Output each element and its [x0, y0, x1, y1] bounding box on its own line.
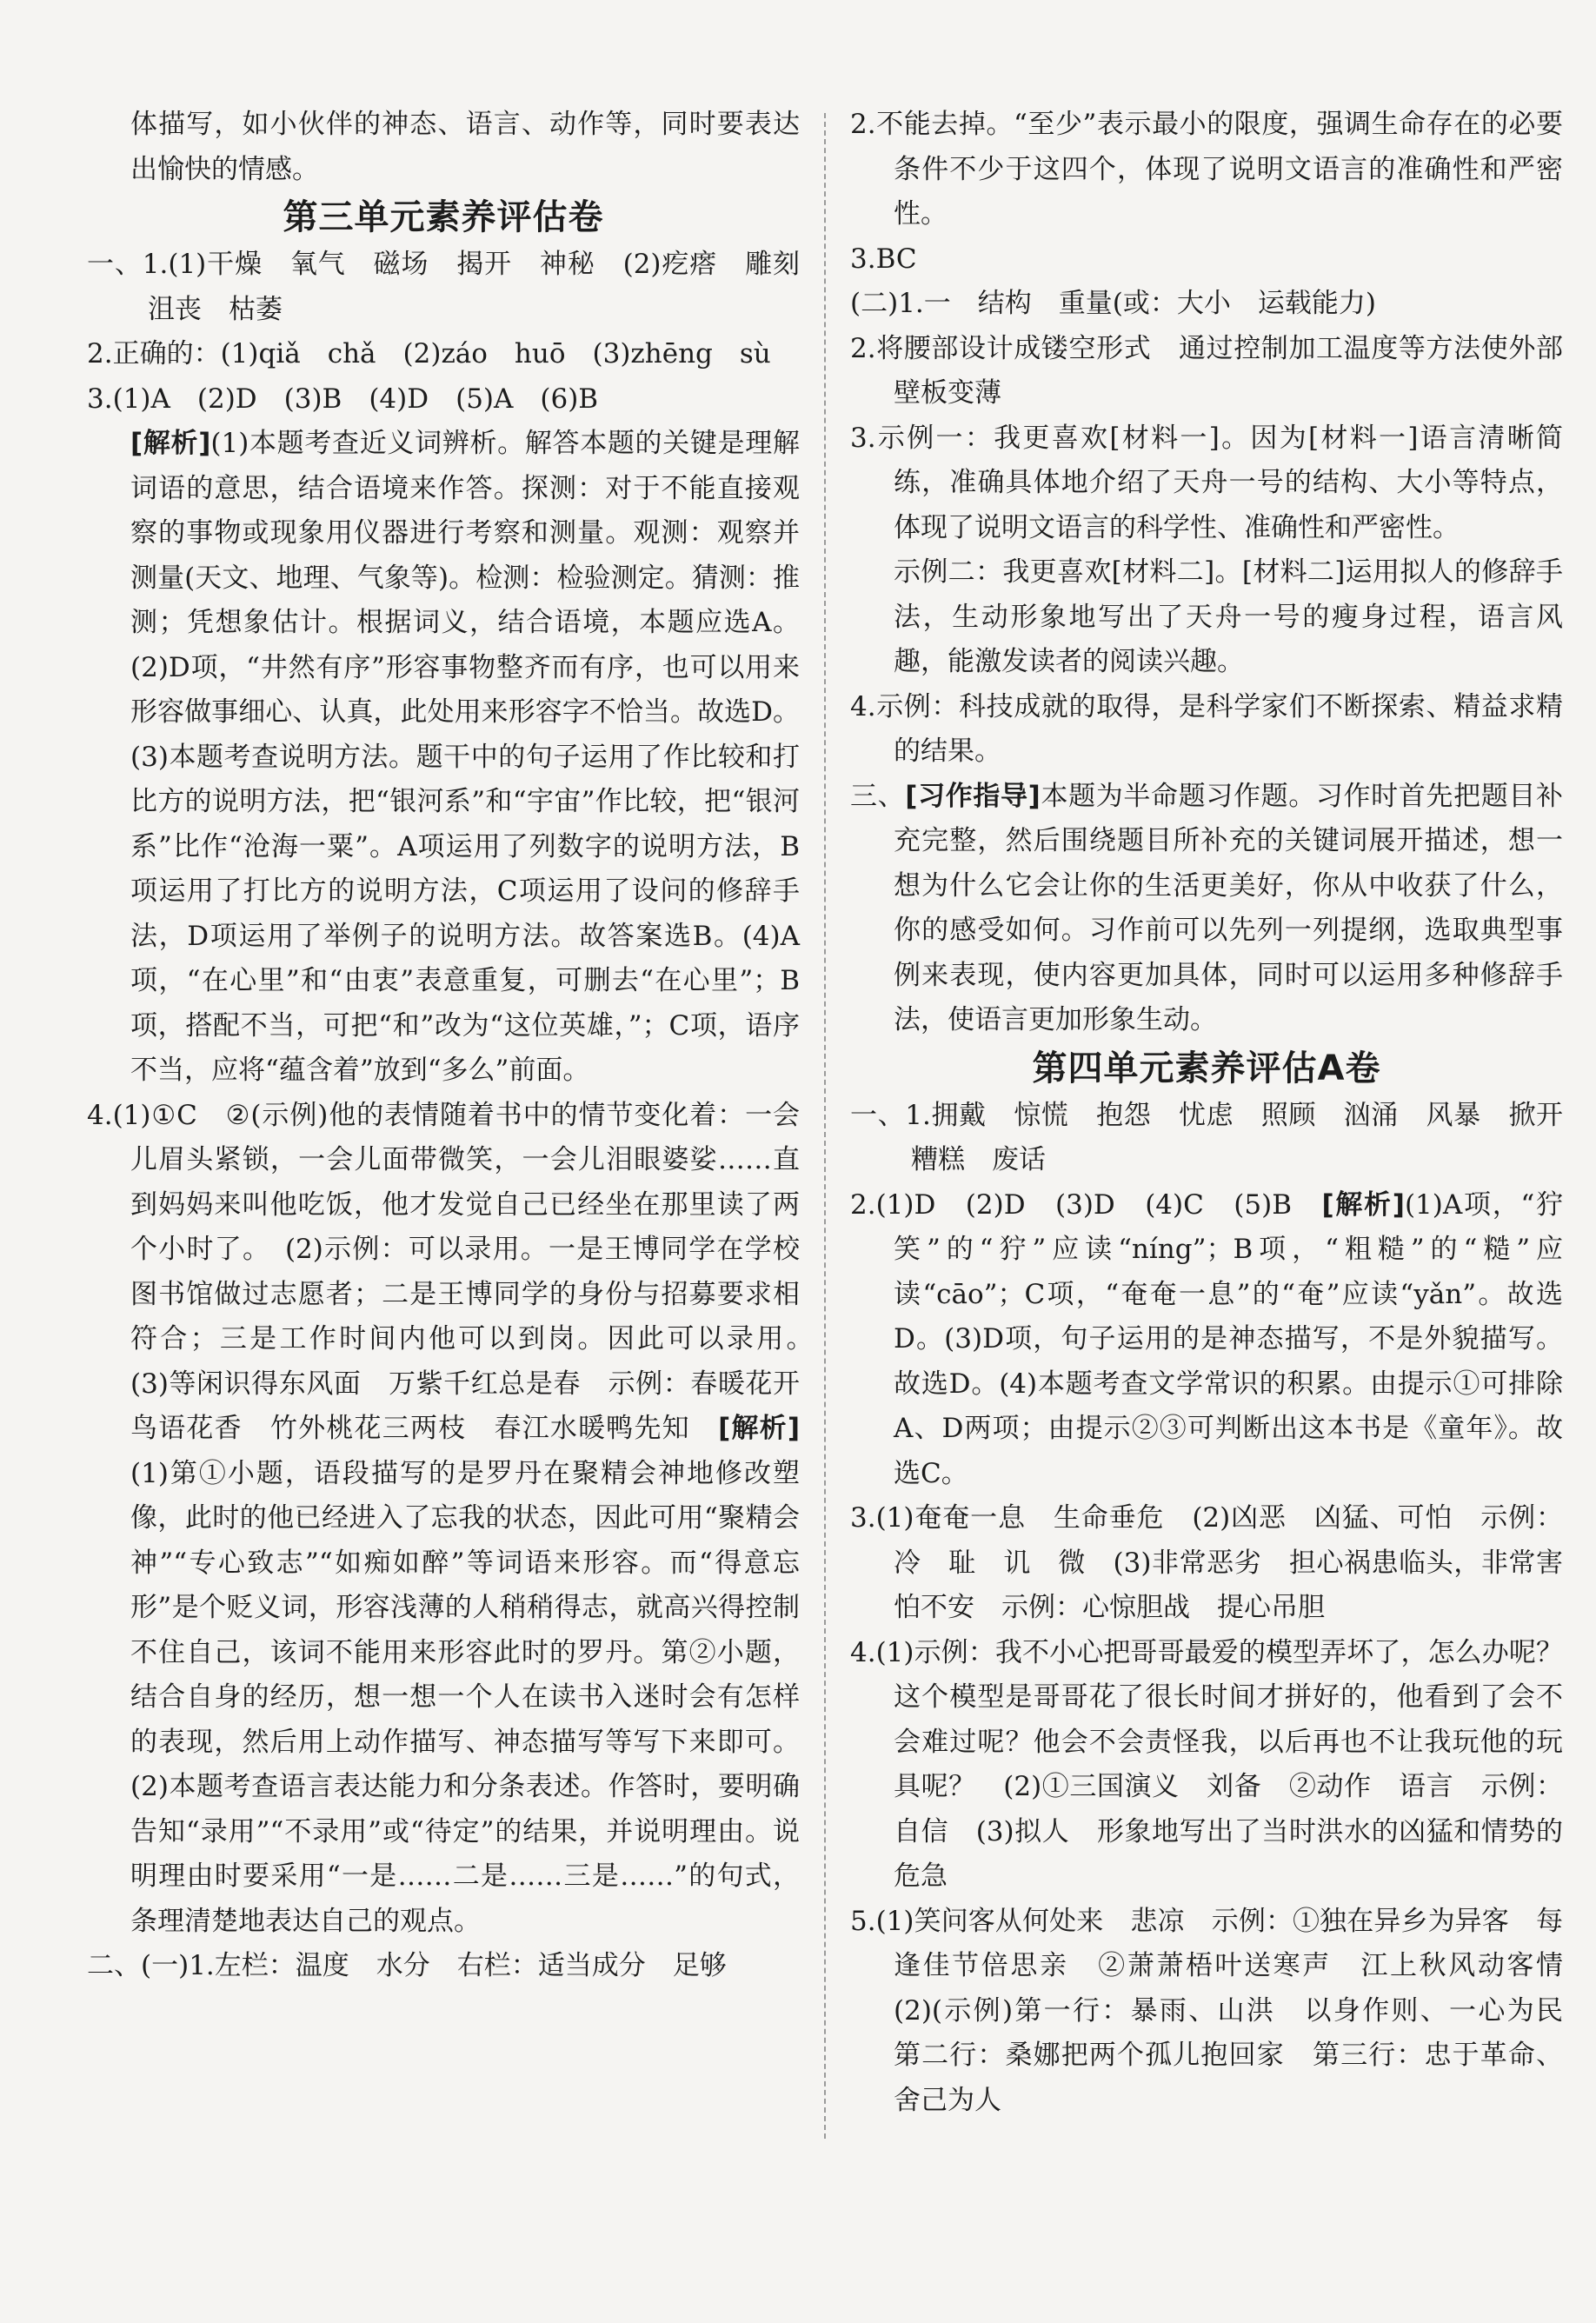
- r-er1-answer: (二)1.一 结构 重量(或：大小 运载能力): [850, 288, 1376, 319]
- q2-1-answer: 二、(一)1.左栏：温度 水分 右栏：适当成分 足够: [87, 1950, 727, 1981]
- analysis-tag: [解析]: [130, 428, 211, 459]
- r-san-answer: [850, 775, 1563, 1043]
- r-er2-answer: 2.将腰部设计成镂空形式 通过控制加工温度等方法使外部壁板变薄: [850, 332, 1563, 409]
- r-er4-answer: 4.示例：科技成就的取得，是科学家们不断探索、精益求精的结果。: [850, 690, 1563, 767]
- r-san-text: 本题为半命题习作题。习作时首先把题目补充完整，然后围绕题目所补充的关键词展开描述，想一想为什么它会让你的生活更美好，你从中收获了什么，你的感受如何。习作前可以先列一列提纲，选取典型事例来表现，使内容更加具体，同时可以运用多种修辞手法，使语言更加形象生动。: [894, 780, 1563, 1035]
- analysis-tag: [解析]: [1321, 1188, 1405, 1221]
- analysis-tag: [解析]: [718, 1413, 800, 1444]
- r-er3b-answer: 示例二：我更喜欢[材料二]。[材料二]运用拟人的修辞手法，生动形象地写出了天舟一号的瘦身过程，语言风趣，能激发读者的阅读兴趣。: [894, 556, 1563, 677]
- r4-2-options: 2.(1)D (2)D (3)D (4)C (5)B: [850, 1188, 1322, 1221]
- left-column: [87, 103, 827, 1989]
- section-title-unit3: 第三单元素养评估卷: [283, 197, 604, 237]
- writing-guide-tag: [习作指导]: [905, 780, 1041, 812]
- intro-paragraph: 体描写，如小伙伴的神态、语言、动作等，同时要表达出愉快的情感。: [130, 109, 800, 185]
- q1-4-analysis-text: (1)第①小题，语段描写的是罗丹在聚精会神地修改塑像，此时的他已经进入了忘我的状态，因此可用“聚精会神”“专心致志”“如痴如醉”等词语来形容。而“得意忘形”是个贬义词，形容浅薄的人稍稍得志，就高兴得控制不住自己，该词不能用来形容此时的罗丹。第②小题，结合自身的经历，想一想一个人在读书入迷时会有怎样的表现，然后用上动作描写、神态描写等写下来即可。(2)本题考查语言表达能力和分条表述。作答时，要明确告知“录用”“不录用”或“待定”的结果，并说明理由。说明理由时要采用“一是……二是……三是……”的句式，条理清楚地表达自己的观点。: [130, 1457, 800, 1937]
- q1-1-answer: 一、1.(1)干燥 氧气 磁场 揭开 神秘 (2)疙瘩 雕刻 沮丧 枯萎: [87, 249, 827, 325]
- q1-2-answer: 2.正确的：(1)qiǎ chǎ (2)záo huō (3)zhēng sù: [87, 338, 771, 369]
- right-column: [850, 103, 1590, 2123]
- r4-4-answer: 4.(1)示例：我不小心把哥哥最爱的模型弄坏了，怎么办呢？这个模型是哥哥花了很长时间才拼好的，他看到了会不会难过呢？他会不会责怪我，以后再也不让我玩他的玩具呢？ (2)①三国演义 刘备 ②动作 语言 示例：自信 (3)拟人 形象地写出了当时洪水的凶猛和情势的危急: [850, 1636, 1563, 1892]
- r4-5-answer: 5.(1)笑问客从何处来 悲凉 示例：①独在异乡为异客 每逢佳节倍思亲 ②萧萧梧叶送寒声 江上秋风动客情 (2)(示例)第一行：暴雨、山洪 以身作则、一心为民 第二行：桑娜把两个孤儿抱回家 第三行：忠于革命、舍己为人: [850, 1905, 1590, 2116]
- r4-2-analysis-text: (1)A项，“狞笑”的“狞”应读“níng”；B项，“粗糙”的“糙”应读“cāo”；C项，“奄奄一息”的“奄”应读“yǎn”。故选D。(3)D项，句子运用的是神态描写，不是外貌描写。故选D。(4)本题考查文学常识的积累。由提示①可排除A、D两项；由提示②③可判断出这本书是《童年》。故选C。: [894, 1188, 1563, 1489]
- q1-3-answer: 3.(1)A (2)D (3)B (4)D (5)A (6)B: [87, 383, 599, 415]
- analysis-text: (1)本题考查近义词辨析。解答本题的关键是理解词语的意思，结合语境来作答。探测：对于不能直接观察的事物或现象用仪器进行考察和测量。观测：观察并测量(天文、地理、气象等)。检测：检验测定。猜测：推测；凭想象估计。根据词义，结合语境，本题应选A。(2)D项，“井然有序”形容事物整齐而有序，也可以用来形容做事细心、认真，此处用来形容字不恰当。故选D。(3)本题考查说明方法。题干中的句子运用了作比较和打比方的说明方法，把“银河系”和“宇宙”作比较，把“银河系”比作“沧海一粟”。A项运用了列数字的说明方法，B项运用了打比方的说明方法，C项运用了设问的修辞手法，D项运用了举例子的说明方法。故答案选B。(4)A项，“在心里”和“由衷”表意重复，可删去“在心里”；B项，搭配不当，可把“和”改为“这位英雄，”；C项，语序不当，应将“蕴含着”放到“多么”前面。: [130, 428, 800, 1086]
- r4-3-answer: 3.(1)奄奄一息 生命垂危 (2)凶恶 凶猛、可怕 示例：冷 耻 讥 微 (3)非常恶劣 担心祸患临头，非常害怕不安 示例：心惊胆战 提心吊胆: [850, 1502, 1563, 1623]
- r-er3a-answer: 3.示例一：我更喜欢[材料一]。因为[材料一]语言清晰简练，准确具体地介绍了天舟一号的结构、大小等特点，体现了说明文语言的科学性、准确性和严密性。: [850, 422, 1563, 543]
- section-title-unit4: 第四单元素养评估A卷: [1032, 1048, 1381, 1088]
- r3-answer: 3.BC: [850, 243, 917, 275]
- r4-1-answer: 一、1.拥戴 惊慌 抱怨 忧虑 照顾 汹涌 风暴 掀开 糟糕 废话: [850, 1099, 1590, 1175]
- q1-3-analysis: [87, 422, 800, 1094]
- r2-answer: 2.不能去掉。“至少”表示最小的限度，强调生命存在的必要条件不少于这四个，体现了说明文语言的准确性和严密性。: [850, 109, 1563, 230]
- q1-4-text: 4.(1)①C ②(示例)他的表情随着书中的情节变化着：一会儿眉头紧锁，一会儿面带微笑，一会儿泪眼婆娑……直到妈妈来叫他吃饭，他才发觉自己已经坐在那里读了两个小时了。 (2)示例：可以录用。一是王博同学在学校图书馆做过志愿者；二是王博同学的身份与招募要求相符合；三是工作时间内他可以到岗。因此可以录用。 (3)等闲识得东风面 万紫千红总是春 示例：春暖花开 鸟语花香 竹外桃花三两枝 春江水暖鸭先知: [87, 1099, 827, 1444]
- column-divider: [824, 113, 826, 2139]
- r-san-prefix: 三、: [850, 780, 906, 812]
- q1-4-answer: [87, 1094, 827, 1945]
- r4-2-answer: [850, 1183, 1563, 1497]
